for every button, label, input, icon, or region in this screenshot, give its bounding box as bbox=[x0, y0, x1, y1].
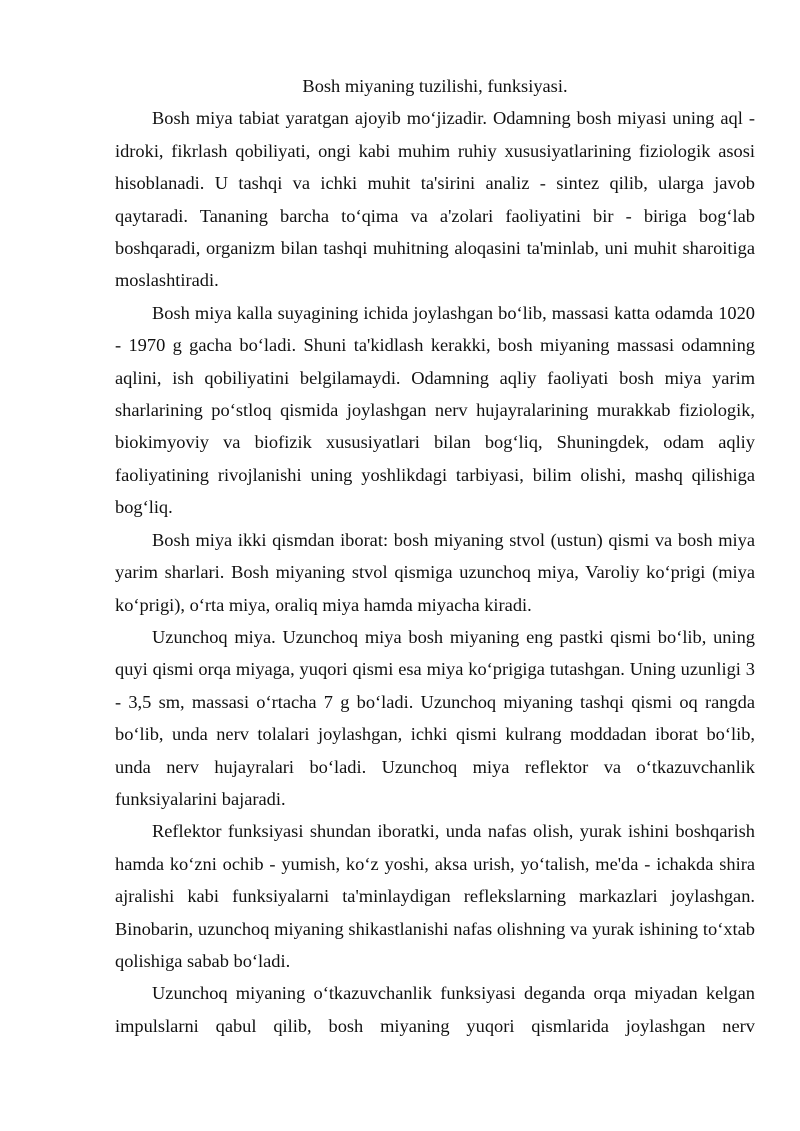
paragraph-3: Bosh miya ikki qismdan iborat: bosh miyaning stvol (ustun) qismi va bosh miya yarim sharlari. Bosh miyaning stvol qismiga uzunchoq miya, Varoliy ko‘prigi (miya ko‘prigi), o‘rta miya, oraliq miya hamda miyacha kiradi. bbox=[115, 529, 755, 615]
document-title: Bosh miyaning tuzilishi, funksiyasi. bbox=[302, 76, 568, 96]
document-body bbox=[115, 70, 755, 1042]
paragraph-6: Uzunchoq miyaning o‘tkazuvchanlik funksiyasi deganda orqa miyadan kelgan impulslarni qabul qilib, bosh miyaning yuqori qismlarida joylashgan nerv bbox=[115, 983, 755, 1036]
paragraph-1: Bosh miya tabiat yaratgan ajoyib mo‘jizadir. Odamning bosh miyasi uning aql - idroki, fikrlash qobiliyati, ongi kabi muhim ruhiy xususiyatlarining fiziologik asosi hisoblanadi. U tashqi va ichki muhit ta'sirini analiz - sintez qilib, ularga javob qaytaradi. Tananing barcha to‘qima va a'zolari faoliyatini bir - biriga bog‘lab boshqaradi, organizm bilan tashqi muhitning aloqasini ta'minlab, uni muhit sharoitiga moslashtiradi. bbox=[115, 108, 755, 291]
paragraph-2: Bosh miya kalla suyagining ichida joylashgan bo‘lib, massasi katta odamda 1020 - 1970 g gacha bo‘ladi. Shuni ta'kidlash kerakki, bosh miyaning massasi odamning aqlini, ish qobiliyatini belgilamaydi. Odamning aqliy faoliyati bosh miya yarim sharlarining po‘stloq qismida joylashgan nerv hujayralarining murakkab fiziologik, biokimyoviy va biofizik xususiyatlari bilan bog‘liq, Shuningdek, odam aqliy faoliyatining rivojlanishi uning yoshlikdagi tarbiyasi, bilim olishi, mashq qilishiga bog‘liq. bbox=[115, 302, 755, 518]
paragraph-4: Uzunchoq miya. Uzunchoq miya bosh miyaning eng pastki qismi bo‘lib, uning quyi qismi orqa miyaga, yuqori qismi esa miya ko‘prigiga tutashgan. Uning uzunligi 3 - 3,5 sm, massasi o‘rtacha 7 g bo‘ladi. Uzunchoq miyaning tashqi qismi oq rangda bo‘lib, unda nerv tolalari joylashgan, ichki qismi kulrang moddadan iborat bo‘lib, unda nerv hujayralari bo‘ladi. Uzunchoq miya reflektor va o‘tkazuvchanlik funksiyalarini bajaradi. bbox=[115, 626, 755, 809]
paragraph-5: Reflektor funksiyasi shundan iboratki, unda nafas olish, yurak ishini boshqarish hamda ko‘zni ochib - yumish, ko‘z yoshi, aksa urish, yo‘talish, me'da - ichakda shira ajralishi kabi funksiyalarni ta'minlaydigan reflekslarning markazlari joylashgan. Binobarin, uzunchoq miyaning shikastlanishi nafas olishning va yurak ishining to‘xtab qolishiga sabab bo‘ladi. bbox=[115, 821, 755, 971]
